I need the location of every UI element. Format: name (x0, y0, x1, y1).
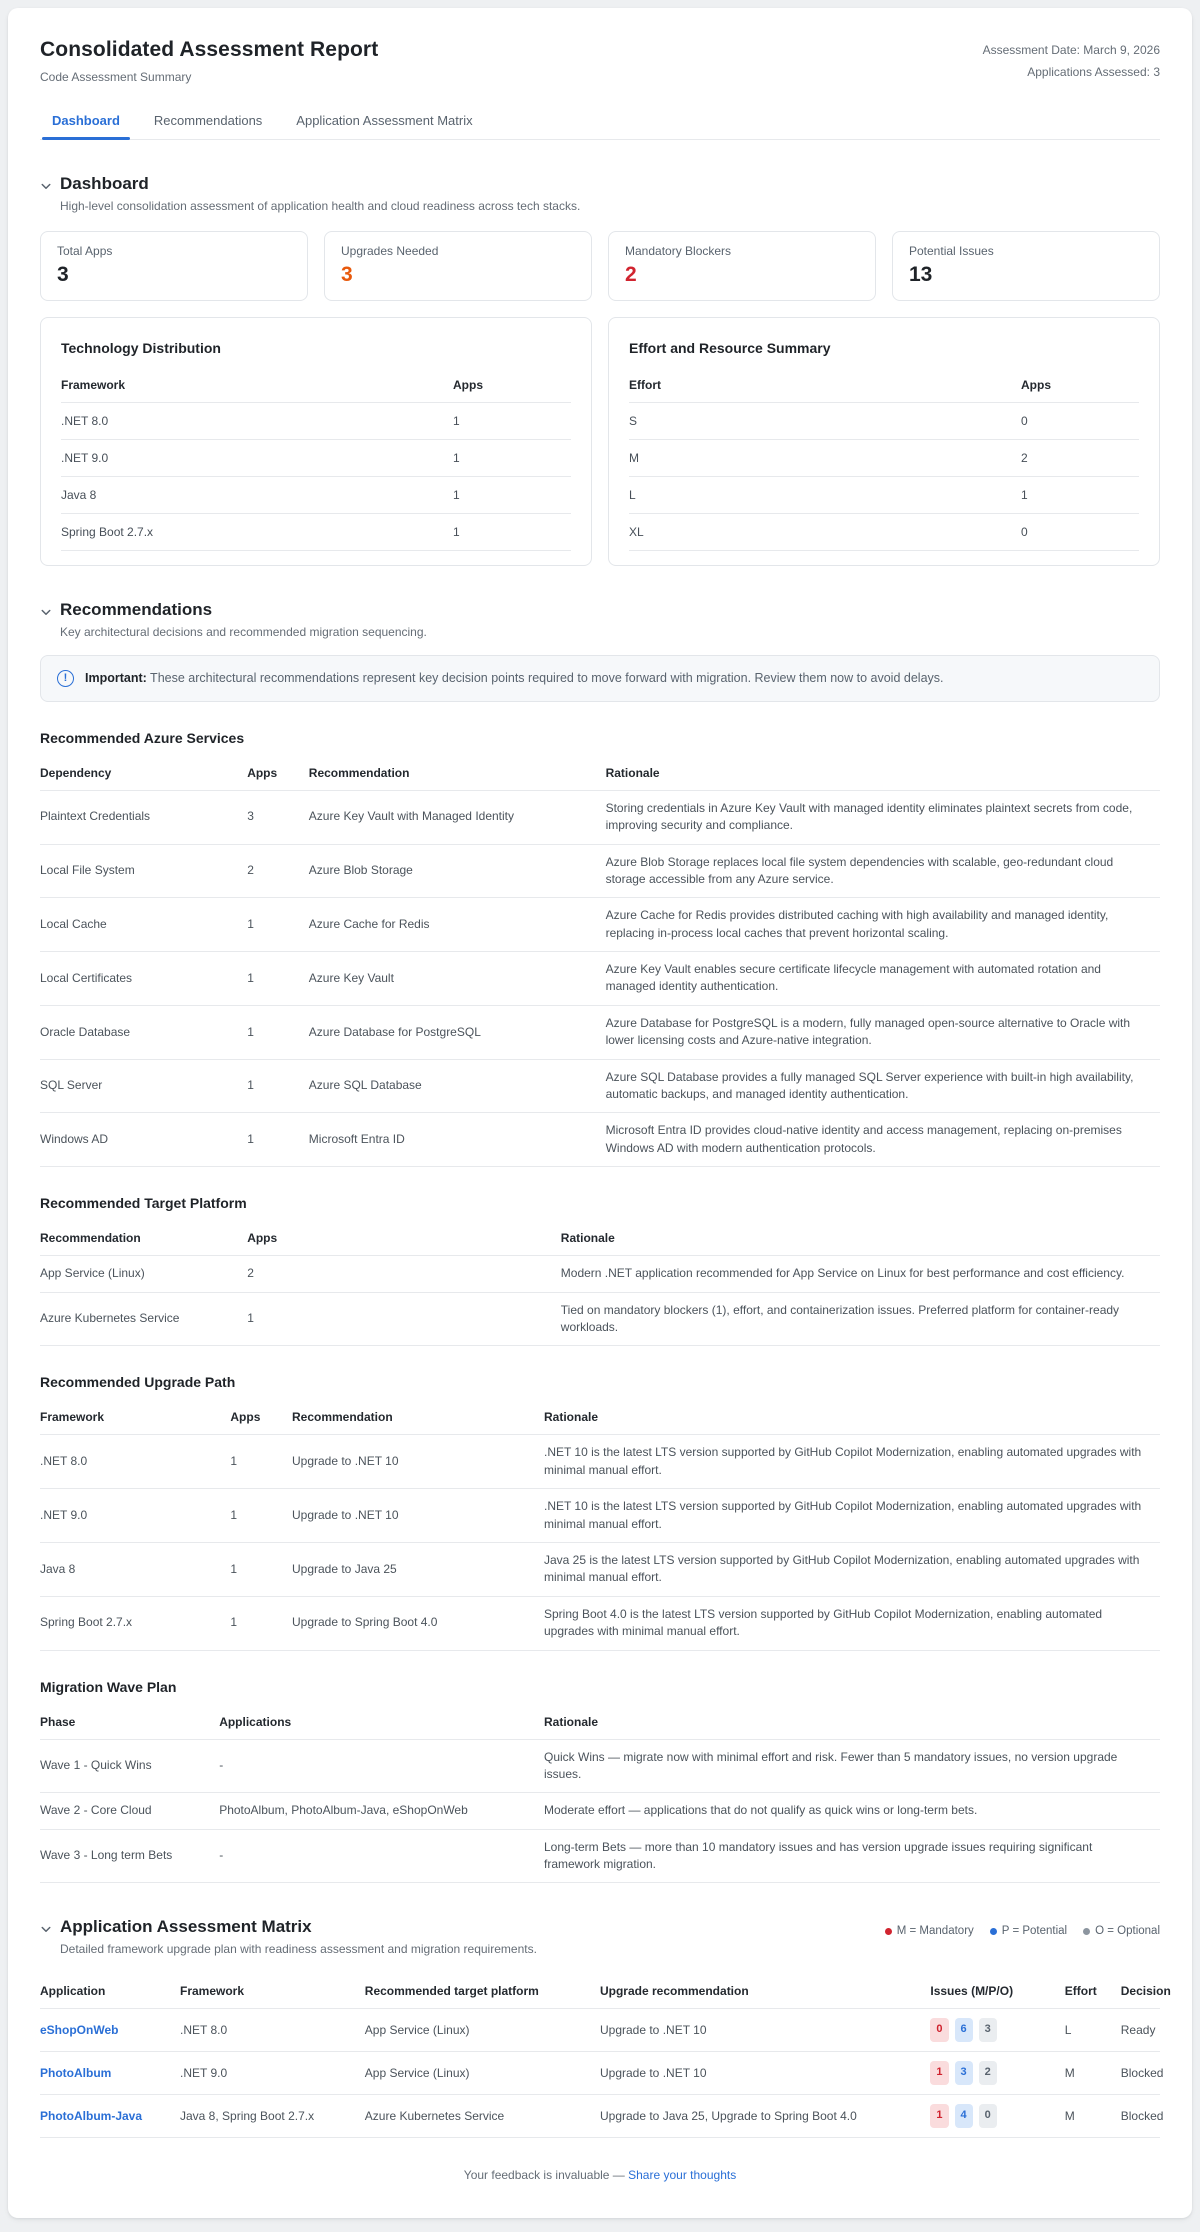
table-row (629, 403, 1139, 440)
legend-mandatory (885, 1925, 974, 1937)
target-platform-subsection (40, 1195, 1160, 1346)
cell: 0 (1021, 403, 1139, 440)
stat-card-total-apps (40, 231, 308, 301)
application-cell (40, 2095, 180, 2138)
chevron-down-icon[interactable] (40, 1923, 52, 1935)
matrix-heading: Application Assessment Matrix (60, 1917, 312, 1937)
issues-legend (885, 1917, 1160, 1937)
panel-title: Effort and Resource Summary (629, 340, 831, 356)
report-header-left (40, 38, 378, 84)
banner-bold: Important: (85, 671, 147, 685)
cell: 0 (1021, 514, 1139, 551)
cell: Tied on mandatory blockers (1), effort, and containerization issues. Preferred platform for container-ready workloads. (561, 1292, 1160, 1346)
table-row (40, 1489, 1160, 1543)
table-row (629, 477, 1139, 514)
wave-plan-subsection (40, 1679, 1160, 1884)
panel-title: Technology Distribution (61, 340, 221, 356)
stat-value: 13 (909, 263, 933, 286)
cell: .NET 8.0 (40, 1435, 230, 1489)
wave-plan-title: Migration Wave Plan (40, 1678, 177, 1695)
stat-label: Potential Issues (909, 244, 994, 258)
issues-cell (930, 2095, 1064, 2138)
table-header-row (40, 756, 1160, 791)
cell: 1 (247, 898, 309, 952)
cell: Windows AD (40, 1113, 247, 1167)
cell: Java 8 (40, 1542, 230, 1596)
column-header: Apps (230, 1400, 292, 1435)
effort-cell: M (1065, 2052, 1121, 2095)
cell: S (629, 403, 1021, 440)
cell: Long-term Bets — more than 10 mandatory issues and has version upgrade issues requiring significant framework migration. (544, 1829, 1160, 1883)
table-row (61, 514, 571, 551)
cell: Azure Database for PostgreSQL is a modern, fully managed open-source alternative to Oracle with lower licensing costs and Azure-native integration. (606, 1005, 1160, 1059)
upgrade-cell: Upgrade to Java 25, Upgrade to Spring Boot 4.0 (600, 2095, 930, 2138)
table-header-row (61, 370, 571, 403)
optional-dot-icon (1083, 1928, 1090, 1935)
feedback-text: Your feedback is invaluable — (463, 2168, 629, 2183)
stat-value: 3 (341, 263, 353, 286)
decision-cell: Blocked (1121, 2052, 1160, 2095)
azure-services-subsection (40, 730, 1160, 1167)
app-link[interactable]: eShopOnWeb (40, 2022, 119, 2037)
chevron-down-icon[interactable] (40, 180, 52, 192)
cell: Oracle Database (40, 1005, 247, 1059)
cell: Azure SQL Database (309, 1059, 606, 1113)
application-cell (40, 2052, 180, 2095)
column-header: Framework (61, 370, 453, 403)
report-meta (983, 38, 1160, 83)
column-header: Decision (1121, 1974, 1160, 2009)
cell: Moderate effort — applications that do not qualify as quick wins or long-term bets. (544, 1793, 1160, 1829)
cell: Microsoft Entra ID provides cloud-native identity and access management, replacing on-premises Windows AD with modern authentication protocols. (606, 1113, 1160, 1167)
column-header: Issues (M/P/O) (930, 1974, 1064, 2009)
recommendations-heading: Recommendations (60, 600, 213, 619)
column-header: Apps (247, 756, 309, 791)
table-row (40, 1829, 1160, 1883)
dashboard-panels (40, 317, 1160, 566)
cell: Azure Cache for Redis (309, 898, 606, 952)
table-header-row (40, 1974, 1160, 2009)
cell: Storing credentials in Azure Key Vault with managed identity eliminates plaintext secrets from code, improving security and compliance. (606, 790, 1160, 844)
cell: Java 25 is the latest LTS version supported by GitHub Copilot Modernization, enabling automated upgrades with minimal manual effort. (544, 1542, 1160, 1596)
table-row (40, 1059, 1160, 1113)
tab-dashboard[interactable]: Dashboard (40, 104, 132, 139)
issue-badge-optional: 0 (979, 2104, 997, 2128)
column-header: Rationale (544, 1705, 1160, 1740)
table-row (40, 1542, 1160, 1596)
upgrade-path-title: Recommended Upgrade Path (40, 1374, 236, 1391)
stat-label: Upgrades Needed (341, 244, 439, 258)
column-header: Recommendation (309, 756, 606, 791)
cell: .NET 9.0 (40, 1489, 230, 1543)
column-header: Framework (40, 1400, 230, 1435)
cell: Azure Database for PostgreSQL (309, 1005, 606, 1059)
banner-text (85, 669, 944, 688)
cell: Azure Blob Storage replaces local file system dependencies with scalable, geo-redundant cloud storage accessible from any Azure service. (606, 844, 1160, 898)
cell: 1 (247, 1292, 561, 1346)
legend-label: M = Mandatory (896, 1925, 974, 1938)
cell: 1 (1021, 477, 1139, 514)
table-row (40, 844, 1160, 898)
stat-card-upgrades-needed (324, 231, 592, 301)
stat-card-potential-issues (892, 231, 1160, 301)
effort-summary-table (629, 370, 1139, 551)
cell: Spring Boot 2.7.x (40, 1596, 230, 1650)
table-row (61, 440, 571, 477)
cell: Modern .NET application recommended for App Service on Linux for best performance and cost efficiency. (561, 1256, 1160, 1292)
recommendations-description: Key architectural decisions and recommended migration sequencing. (60, 625, 427, 639)
table-row (40, 1292, 1160, 1346)
dashboard-heading: Dashboard (60, 174, 149, 193)
target-platform-title: Recommended Target Platform (40, 1195, 247, 1212)
legend-potential (990, 1925, 1067, 1937)
cell: Microsoft Entra ID (309, 1113, 606, 1167)
cell: - (219, 1739, 544, 1793)
cell: Plaintext Credentials (40, 790, 247, 844)
platform-cell: App Service (Linux) (365, 2052, 600, 2095)
share-thoughts-link[interactable]: Share your thoughts (628, 2168, 737, 2183)
matrix-head-left (40, 1917, 537, 1956)
column-header: Recommended target platform (365, 1974, 600, 2009)
legend-label: O = Optional (1095, 1925, 1160, 1938)
azure-services-table (40, 756, 1160, 1167)
cell: Upgrade to Spring Boot 4.0 (292, 1596, 544, 1650)
azure-services-title: Recommended Azure Services (40, 729, 245, 746)
cell: 1 (230, 1596, 292, 1650)
matrix-section-head (40, 1917, 537, 1937)
platform-cell: App Service (Linux) (365, 2009, 600, 2052)
tab-recommendations[interactable]: Recommendations (142, 104, 274, 139)
framework-cell: Java 8, Spring Boot 2.7.x (180, 2095, 365, 2138)
issue-badge-optional: 3 (979, 2018, 997, 2042)
legend-optional (1083, 1925, 1160, 1937)
cell: 2 (1021, 440, 1139, 477)
dashboard-description: High-level consolidation assessment of application health and cloud readiness across tech stacks. (60, 199, 581, 213)
column-header: Dependency (40, 756, 247, 791)
column-header: Apps (247, 1221, 561, 1256)
upgrade-cell: Upgrade to .NET 10 (600, 2009, 930, 2052)
target-platform-table (40, 1221, 1160, 1346)
column-header: Rationale (561, 1221, 1160, 1256)
cell: 1 (247, 952, 309, 1006)
stat-card-mandatory-blockers (608, 231, 876, 301)
column-header: Apps (1021, 370, 1139, 403)
stat-label: Total Apps (57, 244, 113, 258)
column-header: Framework (180, 1974, 365, 2009)
issues-cell (930, 2009, 1064, 2052)
matrix-section (40, 1917, 1171, 2183)
matrix-description: Detailed framework upgrade plan with readiness assessment and migration requirements. (60, 1942, 537, 1957)
table-row (61, 477, 571, 514)
cell: Azure Blob Storage (309, 844, 606, 898)
column-header: Effort (629, 370, 1021, 403)
upgrade-path-subsection (40, 1374, 1160, 1650)
cell: Wave 2 - Core Cloud (40, 1793, 219, 1829)
dashboard-section (40, 174, 1160, 566)
table-row (40, 1256, 1160, 1292)
table-row (40, 1793, 1160, 1829)
table-row (40, 2052, 1160, 2095)
column-header: Apps (453, 370, 571, 403)
framework-cell: .NET 9.0 (180, 2052, 365, 2095)
cell: M (629, 440, 1021, 477)
issue-badge-optional: 2 (979, 2061, 997, 2085)
issue-badge-mandatory: 0 (930, 2018, 948, 2042)
cell: .NET 8.0 (61, 403, 453, 440)
cell: .NET 9.0 (61, 440, 453, 477)
cell: 1 (247, 1113, 309, 1167)
feedback-footer (40, 2168, 1160, 2182)
issue-badge-potential: 3 (955, 2061, 973, 2085)
effort-summary-panel (608, 317, 1160, 566)
stat-value: 2 (625, 263, 637, 286)
app-link[interactable]: PhotoAlbum-Java (40, 2108, 143, 2123)
cell: SQL Server (40, 1059, 247, 1113)
table-row (40, 952, 1160, 1006)
column-header: Recommendation (40, 1221, 247, 1256)
column-header: Recommendation (292, 1400, 544, 1435)
app-link[interactable]: PhotoAlbum (40, 2065, 112, 2080)
table-row (40, 898, 1160, 952)
cell: 1 (230, 1542, 292, 1596)
cell: 1 (230, 1435, 292, 1489)
wave-plan-table (40, 1705, 1160, 1884)
stat-value: 3 (57, 263, 69, 286)
report-card (8, 8, 1192, 2218)
table-row (61, 403, 571, 440)
technology-distribution-table (61, 370, 571, 551)
info-icon: ! (57, 670, 74, 687)
cell: Azure Kubernetes Service (40, 1292, 247, 1346)
technology-distribution-panel (40, 317, 592, 566)
table-row (629, 440, 1139, 477)
cell: 1 (247, 1005, 309, 1059)
issue-badge-mandatory: 1 (930, 2104, 948, 2128)
effort-cell: M (1065, 2095, 1121, 2138)
decision-cell: Ready (1121, 2009, 1160, 2052)
cell: 3 (247, 790, 309, 844)
cell: Wave 1 - Quick Wins (40, 1739, 219, 1793)
cell: Azure Key Vault enables secure certificate lifecycle management with automated rotation and managed identity authentication. (606, 952, 1160, 1006)
cell: - (219, 1829, 544, 1883)
table-row (40, 1596, 1160, 1650)
effort-cell: L (1065, 2009, 1121, 2052)
cell: Spring Boot 2.7.x (61, 514, 453, 551)
page-subtitle: Code Assessment Summary (40, 70, 192, 84)
table-header-row (40, 1221, 1160, 1256)
cell: 1 (453, 403, 571, 440)
cell: Spring Boot 4.0 is the latest LTS version supported by GitHub Copilot Modernization, enabling automated upgrades with minimal manual effort. (544, 1596, 1160, 1650)
table-row (40, 2009, 1160, 2052)
chevron-down-icon[interactable] (40, 606, 52, 618)
issue-badge-potential: 6 (955, 2018, 973, 2042)
cell: 1 (247, 1059, 309, 1113)
cell: .NET 10 is the latest LTS version supported by GitHub Copilot Modernization, enabling automated upgrades with minimal manual effort. (544, 1435, 1160, 1489)
page-title: Consolidated Assessment Report (40, 38, 379, 61)
cell: XL (629, 514, 1021, 551)
column-header: Effort (1065, 1974, 1121, 2009)
decision-cell: Blocked (1121, 2095, 1160, 2138)
platform-cell: Azure Kubernetes Service (365, 2095, 600, 2138)
cell: 2 (247, 1256, 561, 1292)
table-header-row (40, 1400, 1160, 1435)
table-row (40, 1005, 1160, 1059)
column-header: Rationale (606, 756, 1160, 791)
tab-bar (40, 104, 1160, 140)
report-header (40, 38, 1160, 84)
issue-badge-mandatory: 1 (930, 2061, 948, 2085)
cell: Azure SQL Database provides a fully managed SQL Server experience with built-in high availability, automatic backups, and managed identity authentication. (606, 1059, 1160, 1113)
upgrade-path-table (40, 1400, 1160, 1650)
stat-cards (40, 231, 1160, 301)
applications-assessed: Applications Assessed: 3 (1027, 64, 1160, 79)
cell: 1 (230, 1489, 292, 1543)
table-row (40, 790, 1160, 844)
column-header: Applications (219, 1705, 544, 1740)
table-header-row (40, 1705, 1160, 1740)
column-header: Upgrade recommendation (600, 1974, 930, 2009)
cell: Azure Key Vault with Managed Identity (309, 790, 606, 844)
application-cell (40, 2009, 180, 2052)
cell: Azure Cache for Redis provides distributed caching with high availability and managed identity, replacing in-process local caches that prevent horizontal scaling. (606, 898, 1160, 952)
stat-label: Mandatory Blockers (625, 244, 732, 258)
cell: Wave 3 - Long term Bets (40, 1829, 219, 1883)
column-header: Phase (40, 1705, 219, 1740)
recommendations-section (40, 600, 1160, 1883)
cell: 1 (453, 477, 571, 514)
table-row (40, 1113, 1160, 1167)
cell: Upgrade to .NET 10 (292, 1435, 544, 1489)
table-row (40, 2095, 1160, 2138)
cell: Upgrade to Java 25 (292, 1542, 544, 1596)
table-header-row (629, 370, 1139, 403)
table-row (40, 1435, 1160, 1489)
cell: Local Cache (40, 898, 247, 952)
cell: Quick Wins — migrate now with minimal effort and risk. Fewer than 5 mandatory issues, no version upgrade issues. (544, 1739, 1160, 1793)
issues-cell (930, 2052, 1064, 2095)
column-header: Rationale (544, 1400, 1160, 1435)
upgrade-cell: Upgrade to .NET 10 (600, 2052, 930, 2095)
cell: Local File System (40, 844, 247, 898)
assessment-date: Assessment Date: March 9, 2026 (982, 43, 1160, 57)
banner-body: These architectural recommendations represent key decision points required to move forward with migration. Review them now to avoid delays. (146, 671, 944, 685)
table-row (629, 514, 1139, 551)
cell: 1 (453, 514, 571, 551)
cell: PhotoAlbum, PhotoAlbum-Java, eShopOnWeb (219, 1793, 544, 1829)
cell: Upgrade to .NET 10 (292, 1489, 544, 1543)
issue-badge-potential: 4 (955, 2104, 973, 2128)
cell: App Service (Linux) (40, 1256, 247, 1292)
cell: .NET 10 is the latest LTS version supported by GitHub Copilot Modernization, enabling automated upgrades with minimal manual effort. (544, 1489, 1160, 1543)
cell: Java 8 (61, 477, 453, 514)
cell: L (629, 477, 1021, 514)
dashboard-section-head (40, 174, 1160, 194)
cell: 2 (247, 844, 309, 898)
matrix-head-row (40, 1917, 1160, 1956)
column-header: Application (40, 1974, 180, 2009)
cell: Local Certificates (40, 952, 247, 1006)
legend-label: P = Potential (1001, 1925, 1068, 1938)
framework-cell: .NET 8.0 (180, 2009, 365, 2052)
mandatory-dot-icon (885, 1928, 892, 1935)
important-banner (40, 655, 1160, 702)
cell: Azure Key Vault (309, 952, 606, 1006)
table-row (40, 1739, 1160, 1793)
tab-assessment-matrix[interactable]: Application Assessment Matrix (284, 104, 484, 139)
recommendations-section-head (40, 600, 1160, 620)
potential-dot-icon (990, 1928, 997, 1935)
cell: 1 (453, 440, 571, 477)
assessment-matrix-table (40, 1974, 1171, 2138)
